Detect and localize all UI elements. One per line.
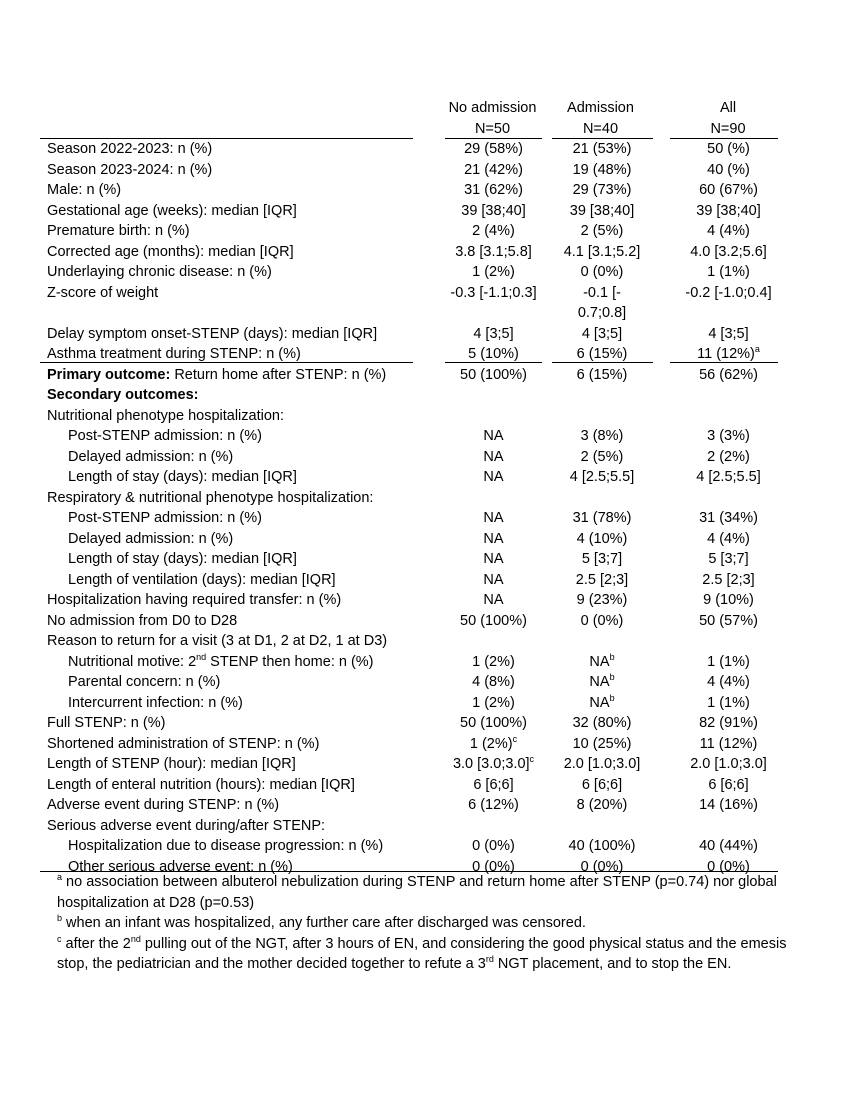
- table-row: [40, 365, 780, 386]
- cell-no-admission: 6 [6;6]: [473, 776, 514, 793]
- row-label: Asthma treatment during STENP: n (%): [47, 346, 301, 362]
- table-row: [40, 221, 780, 242]
- cell-all: 2.5 [2;3]: [702, 571, 755, 588]
- footnote-mark: c: [512, 733, 518, 744]
- footnote-mark: c: [529, 754, 535, 765]
- row-label-bold: Primary outcome:: [47, 366, 171, 383]
- cell-admission: 29 (73%): [572, 182, 632, 198]
- footnote-text: after the 2: [61, 935, 131, 952]
- footnotes: [57, 872, 797, 975]
- cell-admission: 0 (0%): [580, 612, 624, 629]
- ordinal-suffix: nd: [196, 651, 207, 662]
- table-row: [40, 795, 780, 816]
- cell-admission: 0 (0%): [580, 858, 624, 875]
- table-row: [40, 467, 780, 488]
- cell-admission: 32 (80%): [572, 715, 632, 731]
- cell-no-admission: NA: [483, 592, 504, 608]
- cell-no-admission: 39 [38;40]: [461, 202, 526, 219]
- cell-admission: 40 (100%): [568, 838, 636, 854]
- row-label: Post-STENP admission: n (%): [68, 428, 262, 444]
- cell-all: 4 (4%): [707, 223, 750, 239]
- cell-no-admission: 50 (100%): [460, 612, 527, 629]
- row-label: Length of enteral nutrition (hours): median [IQR]: [47, 776, 355, 793]
- row-label: Respiratory & nutritional phenotype hospitalization:: [47, 489, 374, 506]
- cell-all: -0.2 [-1.0;0.4]: [685, 284, 772, 301]
- cell-all: 39 [38;40]: [696, 202, 761, 219]
- cell-value: 3.0 [3.0;3.0]: [452, 756, 530, 772]
- cell-no-admission: 0 (0%): [472, 858, 515, 875]
- row-label-bold: Secondary outcomes:: [47, 387, 199, 403]
- cell-admission: [562, 652, 642, 673]
- table-row: [40, 713, 780, 734]
- col-header-name: No admission: [448, 100, 537, 116]
- row-label-text: Return home after STENP: n (%): [170, 366, 387, 383]
- row-label: [68, 652, 374, 673]
- row-label: Other serious adverse event: n (%): [68, 858, 293, 875]
- cell-all: 56 (62%): [699, 366, 758, 383]
- table-row: [40, 754, 780, 775]
- cell-admission: [562, 672, 642, 693]
- cell-all: 40 (%): [707, 161, 750, 178]
- footnote-mark: b: [57, 913, 63, 924]
- ordinal-suffix: nd: [130, 933, 141, 944]
- footnote-text: NGT placement, and to stop the EN.: [493, 956, 732, 972]
- cell-value: 11 (12%): [697, 346, 755, 362]
- cell-no-admission: -0.3 [-1.1;0.3]: [450, 284, 537, 301]
- footnote-mark: a: [754, 344, 760, 355]
- cell-admission: 10 (25%): [572, 735, 632, 752]
- table-row: [40, 631, 780, 652]
- cell-admission: 2 (5%): [580, 448, 624, 465]
- table-row: [40, 672, 780, 693]
- row-label: Shortened administration of STENP: n (%): [47, 735, 320, 752]
- cell-no-admission: NA: [483, 571, 504, 588]
- table-row: [40, 549, 780, 570]
- row-label: No admission from D0 to D28: [47, 612, 238, 629]
- cell-admission: 21 (53%): [572, 141, 632, 157]
- row-label: Corrected age (months): median [IQR]: [47, 243, 294, 260]
- cell-admission: 5 [3;7]: [581, 551, 623, 567]
- cell-all: 0 (0%): [707, 858, 750, 875]
- table-row: [40, 201, 780, 222]
- cell-no-admission: NA: [483, 469, 504, 485]
- table-row: [40, 447, 780, 468]
- cell-no-admission: NA: [483, 428, 504, 444]
- row-label: Underlaying chronic disease: n (%): [47, 264, 272, 280]
- row-label: Reason to return for a visit (3 at D1, 2 at D2, 1 at D3): [47, 633, 388, 649]
- cell-line: -0.1 [-: [583, 284, 621, 301]
- cell-all: 4 (4%): [707, 530, 750, 547]
- row-label: Male: n (%): [47, 182, 122, 198]
- table-row: [40, 652, 780, 673]
- row-label: Gestational age (weeks): median [IQR]: [47, 202, 297, 219]
- cell-admission: 6 (15%): [576, 346, 628, 362]
- cell-all: 5 [3;7]: [708, 551, 749, 567]
- cell-admission: 4.1 [3.1;5.2]: [563, 243, 641, 260]
- col-header-name: Admission: [567, 100, 634, 116]
- col-header-n: N=40: [582, 120, 619, 137]
- row-label: Delay symptom onset-STENP (days): median [IQR]: [47, 325, 378, 342]
- cell-no-admission: 5 (10%): [468, 346, 519, 362]
- cell-admission: 3 (8%): [580, 428, 624, 444]
- row-label: Delayed admission: n (%): [68, 530, 234, 547]
- cell-admission: 0 (0%): [580, 264, 624, 280]
- row-label: [47, 365, 386, 386]
- row-label: Full STENP: n (%): [47, 715, 166, 731]
- row-label: Premature birth: n (%): [47, 223, 190, 239]
- cell-all: 2.0 [1.0;3.0]: [690, 756, 767, 772]
- cell-all: 6 [6;6]: [708, 776, 749, 793]
- cell-no-admission: 6 (12%): [468, 797, 519, 813]
- col-header-admission: [558, 98, 643, 139]
- row-label: Delayed admission: n (%): [68, 448, 234, 465]
- cell-no-admission: NA: [483, 530, 504, 547]
- cell-no-admission: [445, 734, 542, 755]
- cell-all: 1 (1%): [707, 653, 750, 670]
- table-row: [40, 385, 780, 406]
- cell-no-admission: 31 (62%): [464, 182, 523, 198]
- cell-all: 9 (10%): [703, 592, 754, 608]
- row-label: Length of STENP (hour): median [IQR]: [47, 756, 296, 772]
- cell-admission: 4 [3;5]: [581, 325, 623, 342]
- cell-all: 31 (34%): [699, 510, 758, 526]
- cell-no-admission: NA: [483, 551, 504, 567]
- row-label: Length of stay (days): median [IQR]: [68, 551, 297, 567]
- cell-admission: 4 [2.5;5.5]: [569, 469, 635, 485]
- cell-admission: 6 [6;6]: [581, 776, 623, 793]
- table-row: [40, 611, 780, 632]
- cell-value: NA: [589, 694, 610, 711]
- cell-all: 11 (12%): [699, 735, 758, 752]
- col-header-all: [678, 98, 778, 139]
- cell-all: 82 (91%): [699, 715, 758, 731]
- cell-no-admission: NA: [483, 510, 504, 526]
- table-row: [40, 160, 780, 181]
- footnote-mark: c: [57, 933, 62, 944]
- cell-no-admission: 1 (2%): [472, 694, 515, 711]
- table-row: [40, 775, 780, 796]
- row-label: Parental concern: n (%): [68, 674, 221, 690]
- cell-all: [671, 344, 786, 365]
- table-row: [40, 139, 780, 160]
- table-row: [40, 406, 780, 427]
- cell-admission: 2 (5%): [580, 223, 624, 239]
- row-label-text: STENP then home: n (%): [206, 653, 374, 670]
- cell-admission: 2.0 [1.0;3.0]: [563, 756, 641, 772]
- footnote-b: [57, 913, 797, 934]
- row-label: Length of stay (days): median [IQR]: [68, 469, 297, 485]
- col-header-n: N=90: [710, 120, 746, 137]
- cell-all: 1 (1%): [707, 264, 750, 280]
- cell-all: 40 (44%): [699, 838, 758, 854]
- col-header-name: All: [719, 100, 737, 116]
- table-row: [40, 734, 780, 755]
- table-row: [40, 590, 780, 611]
- row-label: Season 2022-2023: n (%): [47, 141, 213, 157]
- cell-no-admission: 3.8 [3.1;5.8]: [455, 243, 532, 260]
- table-body: [40, 139, 780, 877]
- cell-no-admission: 4 (8%): [472, 674, 515, 690]
- cell-all: 2 (2%): [707, 448, 750, 465]
- cell-admission: 9 (23%): [576, 592, 628, 608]
- table-row: [40, 693, 780, 714]
- row-label: Intercurrent infection: n (%): [68, 694, 243, 711]
- table-row: [40, 836, 780, 857]
- footnote-mark: b: [609, 651, 615, 662]
- row-label-text: Nutritional motive: 2: [68, 653, 197, 670]
- cell-value: 1 (2%): [469, 735, 513, 752]
- row-label: Hospitalization due to disease progression: n (%): [68, 838, 384, 854]
- cell-all: 4 (4%): [707, 674, 750, 690]
- table-row: [40, 180, 780, 201]
- row-label: Post-STENP admission: n (%): [68, 510, 262, 526]
- footnote-mark: b: [609, 672, 615, 683]
- cell-all: 14 (16%): [699, 797, 758, 813]
- ordinal-suffix: rd: [485, 954, 494, 965]
- row-label: Length of ventilation (days): median [IQR]: [68, 571, 336, 588]
- table-row: [40, 570, 780, 591]
- table-row: [40, 529, 780, 550]
- cell-no-admission: [445, 754, 542, 775]
- cell-admission: [562, 283, 642, 324]
- cell-no-admission: 1 (2%): [472, 653, 515, 670]
- cell-no-admission: 29 (58%): [464, 141, 523, 157]
- footnote-text: no association between albuterol nebulization during STENP and return home after STENP (p=0.74) nor global hospitalization at D28 (p=0.53): [57, 874, 777, 911]
- footnote-text: pulling out of the NGT, after 3 hours of EN, and considering the good physical status and the emesis stop, the pediatrician and the mother decided together to refute a 3: [57, 935, 787, 972]
- table-row: [40, 816, 780, 837]
- table-row: [40, 344, 780, 365]
- cell-no-admission: 2 (4%): [472, 223, 515, 239]
- cell-admission: [562, 693, 642, 714]
- cell-all: 4 [2.5;5.5]: [696, 469, 761, 485]
- cell-admission: 8 (20%): [576, 797, 628, 813]
- table-row: [40, 324, 780, 345]
- table-row: [40, 426, 780, 447]
- table-row: [40, 488, 780, 509]
- table-row: [40, 508, 780, 529]
- cell-admission: 4 (10%): [576, 530, 628, 547]
- row-label: Z-score of weight: [47, 284, 159, 301]
- cell-no-admission: 1 (2%): [472, 264, 515, 280]
- cell-line: 0.7;0.8]: [577, 305, 627, 321]
- cell-all: 4 [3;5]: [708, 325, 749, 342]
- cell-admission: 19 (48%): [572, 161, 632, 178]
- cell-no-admission: 4 [3;5]: [473, 325, 514, 342]
- footnote-c: [57, 934, 797, 975]
- cell-no-admission: 50 (100%): [460, 715, 527, 731]
- cell-admission: 2.5 [2;3]: [575, 571, 629, 588]
- cell-admission: 39 [38;40]: [569, 202, 635, 219]
- footnote-mark: b: [609, 692, 615, 703]
- cell-no-admission: 21 (42%): [464, 161, 523, 178]
- row-label: Serious adverse event during/after STENP:: [47, 817, 326, 834]
- cell-admission: 31 (78%): [572, 510, 632, 526]
- footnote-text: when an infant was hospitalized, any further care after discharged was censored.: [62, 915, 586, 931]
- cell-value: NA: [589, 674, 610, 690]
- cell-all: 50 (57%): [699, 612, 758, 629]
- table-row: [40, 242, 780, 263]
- col-header-no-admission: [440, 98, 545, 139]
- cell-admission: 6 (15%): [576, 366, 628, 383]
- table-row: [40, 262, 780, 283]
- row-label: Hospitalization having required transfer: n (%): [47, 592, 342, 608]
- col-header-n: N=50: [474, 120, 511, 137]
- cell-no-admission: 50 (100%): [460, 366, 527, 383]
- row-label: Season 2023-2024: n (%): [47, 161, 213, 178]
- cell-all: 1 (1%): [707, 694, 750, 711]
- cell-all: 3 (3%): [707, 428, 750, 444]
- cell-all: 4.0 [3.2;5.6]: [690, 243, 767, 260]
- cell-value: NA: [589, 653, 610, 670]
- footnote-mark: a: [57, 872, 63, 883]
- cell-all: 60 (67%): [699, 182, 758, 198]
- table-row: [40, 283, 780, 324]
- cell-no-admission: NA: [483, 448, 504, 465]
- footnote-a: [57, 872, 797, 913]
- cell-all: 50 (%): [707, 141, 750, 157]
- row-label: Nutritional phenotype hospitalization:: [47, 407, 284, 424]
- row-label: Adverse event during STENP: n (%): [47, 797, 280, 813]
- cell-no-admission: 0 (0%): [472, 838, 515, 854]
